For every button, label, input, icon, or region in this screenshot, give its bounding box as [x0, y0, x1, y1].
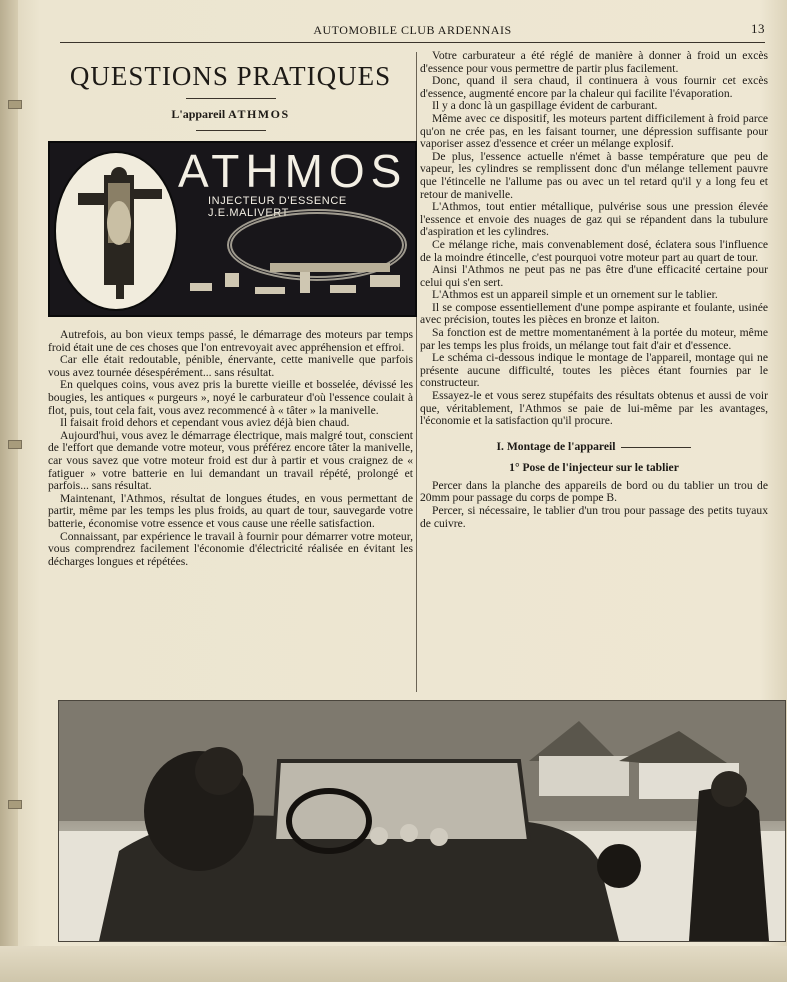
paragraph: Percer dans la planche des appareils de bord ou du tablier un trou de 20mm pour passage du corps de pompe B.: [420, 478, 768, 505]
paragraph: L'Athmos, tout entier métallique, pulvérise sous une pression élevée l'essence et envoie des nuages de gaz qui se répandent dans la tubulure d'aspiration et les cylindres.: [420, 200, 768, 239]
paragraph: En quelques coins, vous avez pris la burette vieille et bosselée, dévissé les bougies, les antiques « purgeurs », noyé le carburateur d'où l'essence coulait à flot, puis, tout cela fait, vous avez recommencé à « tâter » la manivelle.: [48, 378, 413, 417]
title-rule: [186, 98, 276, 99]
injector-illustration: [54, 151, 178, 311]
paragraph: Il y a donc là un gaspillage évident de carburant.: [432, 99, 658, 113]
section-rule: [621, 447, 691, 448]
paragraph: L'Athmos est un appareil simple et un ornement sur le tablier.: [432, 288, 718, 302]
paragraph: Essayez-le et vous serez stupéfaits des résultats obtenus et aussi de voir que, véritablement, l'Athmos se paie de lui-même par les avantages, l'économie et la satisfaction qu'il procure.: [420, 389, 768, 428]
subtitle-prefix: L'appareil: [171, 107, 226, 121]
section-heading: [420, 440, 768, 453]
paragraph: Même avec ce dispositif, les moteurs partent difficilement à froid parce qu'on ne crée pas, en les faisant tourner, une dépression suffisante pour vaporiser assez d'essence et créer un mélange explosif.: [420, 111, 768, 151]
staple: [8, 440, 22, 449]
page-binding: [0, 0, 18, 982]
paragraph: Il faisait froid dehors et cependant vous aviez déjà bien chaud.: [60, 416, 350, 430]
paragraph: Connaissant, par expérience le travail à fournir pour démarrer votre moteur, vous comprendrez facilement l'économie d'électricité réalisée en évitant les décharges longues et répétées.: [48, 529, 413, 568]
paragraph: Car elle était redoutable, pénible, énervante, cette manivelle que parfois vous avez tournée désespérément... sans résultat.: [48, 353, 413, 379]
article-subtitle: [48, 107, 413, 122]
ad-tagline: INJECTEUR D'ESSENCE J.E.MALIVERT: [208, 195, 347, 219]
section-heading-text: I. Montage de l'appareil: [496, 439, 616, 453]
page-bottom-margin: [0, 946, 787, 982]
right-column: [420, 50, 768, 530]
paragraph: Aujourd'hui, vous avez le démarrage électrique, mais malgré tout, conscient de l'effort que demande votre moteur, vous préférez encore tâter la manivelle, car vous savez que votre moteur froid est dur à partir et vous craignez de « fatiguer » votre batterie en lui demandant un travail répété, prolongé et parfois... sans résultat.: [48, 428, 413, 493]
publication-title: AUTOMOBILE CLUB ARDENNAIS: [313, 23, 512, 37]
paragraph: Donc, quand il sera chaud, il continuera à vous fournir cet excès d'essence, augmenté encore par la chaleur qui facilite l'évaporation.: [420, 74, 768, 100]
page-number: 13: [751, 21, 765, 36]
car-in-snow-scene: [59, 701, 785, 941]
paragraph: Le schéma ci-dessous indique le montage de l'appareil, montage qui ne présente aucune difficulté, toutes les pièces étant fournies par le constructeur.: [420, 351, 768, 390]
paragraph: Percer, si nécessaire, le tablier d'un trou pour passage des petits tuyaux de cuivre.: [420, 504, 768, 530]
staple: [8, 800, 22, 809]
paragraph: De plus, l'essence actuelle n'émet à basse température que peu de vapeur, les cylindres se remplissent donc d'un mélange tellement pauvre que l'étincelle ne l'allume pas ou avec un tel retard qu'il y a long feu et retour de manivelle.: [420, 149, 768, 201]
paragraph: Il se compose essentiellement d'une pompe aspirante et foulante, usinée avec précision, toutes les pièces en bronze et laiton.: [420, 300, 768, 327]
winter-driving-illustration: [58, 700, 786, 942]
paragraph: Sa fonction est de mettre momentanément à la portée du moteur, même par les temps les plus froids, un mélange tout fait d'air et d'essence.: [420, 326, 768, 352]
subtitle-name: ATHMOS: [228, 107, 290, 121]
paragraph: Ainsi l'Athmos ne peut pas ne pas être d'une efficacité certaine pour celui qui s'en sert.: [420, 263, 768, 289]
ad-brand: ATHMOS: [178, 145, 408, 197]
athmos-advertisement: [48, 141, 417, 317]
spare-parts-icon: [180, 263, 410, 309]
injector-pump-icon: [56, 153, 176, 309]
article-title: QUESTIONS PRATIQUES: [69, 61, 392, 91]
left-column: [48, 50, 413, 568]
page-header: [60, 20, 765, 43]
paragraph: Ce mélange riche, mais convenablement dosé, éclatera sous l'influence de la moindre étincelle, c'est pourquoi votre moteur part au quart de tour.: [420, 237, 768, 264]
paragraph: Votre carburateur a été réglé de manière à donner à froid un excès d'essence pour vous permettre de partir plus facilement.: [420, 49, 768, 75]
staple: [8, 100, 22, 109]
paragraph: Maintenant, l'Athmos, résultat de longues études, en vous permettant de partir, même par les temps les plus froids, au quart de tour, sauvegarde votre batterie, économise votre essence et vous cause une réelle satisfaction.: [48, 491, 413, 530]
subsection-heading: 1° Pose de l'injecteur sur le tablier: [509, 460, 679, 474]
paragraph: Autrefois, au bon vieux temps passé, le démarrage des moteurs par temps froid était une de ces choses que l'on entrevoyait avec appréhension et effroi.: [48, 328, 413, 354]
subtitle-rule: [196, 130, 266, 131]
